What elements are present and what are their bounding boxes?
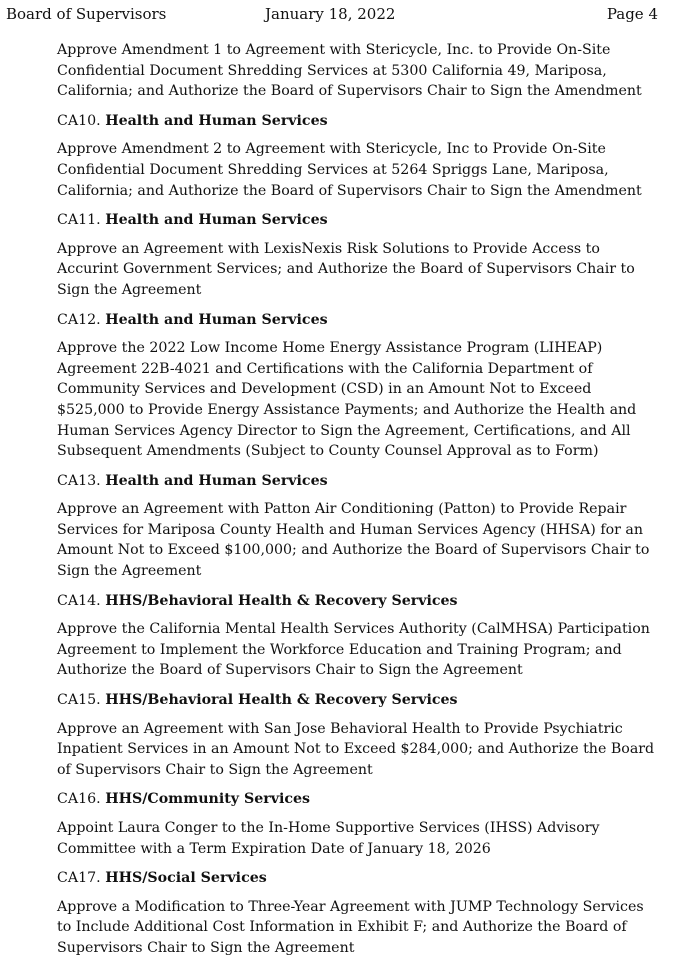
item-description: Approve the California Mental Health Services Authority (CalMHSA) Participation Agreement to Implement the Workforce Education and Training Program; and Authorize the Board of Supervisors Chair to Sign the Agreement [57, 621, 650, 679]
item-number: CA17. [57, 870, 101, 887]
item-department: Health and Human Services [105, 112, 328, 129]
item-description: Approve the 2022 Low Income Home Energy Assistance Program (LIHEAP) Agreement 22B-4021 and Certifications with the California Department of Community Services and Development (CSD) in an Amount Not to Exceed $525,000 to Provide Energy Assistance Payments; and Authorize the Health and Human Services Agency Director to Sign the Agreement, Certifications, and All Subsequent Amendments (Subject to County Counsel Approval as to Form) [57, 340, 637, 460]
header-board-name: Board of Supervisors [6, 5, 167, 23]
agenda-item [57, 789, 657, 859]
item-heading [57, 471, 657, 492]
item-description: Approve an Agreement with LexisNexis Risk Solutions to Provide Access to Accurint Government Services; and Authorize the Board of Supervisors Chair to Sign the Agreement [57, 240, 635, 298]
item-number: CA11. [57, 212, 101, 229]
item-description: Approve Amendment 2 to Agreement with Stericycle, Inc to Provide On-Site Confidential Document Shredding Services at 5264 Spriggs Lane, Mariposa, California; and Authorize the Board of Supervisors Chair to Sign the Amendment [57, 141, 642, 199]
item-heading [57, 690, 657, 711]
header-page-number: Page 4 [606, 5, 658, 23]
item-number: CA10. [57, 112, 101, 129]
item-number: CA14. [57, 592, 101, 609]
item-department: HHS/Behavioral Health & Recovery Services [105, 692, 458, 709]
item-number: CA12. [57, 311, 101, 328]
item-heading [57, 210, 657, 231]
item-heading [57, 868, 657, 889]
item-heading [57, 591, 657, 612]
item-number: CA16. [57, 791, 101, 808]
agenda-item [57, 310, 657, 462]
item-department: Health and Human Services [105, 311, 328, 328]
agenda-item [57, 210, 657, 300]
item-description: Approve a Modification to Three-Year Agreement with JUMP Technology Services to Include Additional Cost Information in Exhibit F; and Authorize the Board of Supervisors Chair to Sign the Agreement [57, 898, 644, 956]
item-department: HHS/Behavioral Health & Recovery Services [105, 592, 458, 609]
agenda-item [57, 591, 657, 681]
agenda-item [57, 471, 657, 582]
item-number: CA15. [57, 692, 101, 709]
item-department: Health and Human Services [105, 212, 328, 229]
item-department: Health and Human Services [105, 472, 328, 489]
item-heading [57, 310, 657, 331]
agenda-item [57, 111, 657, 201]
item-description: Approve an Agreement with San Jose Behavioral Health to Provide Psychiatric Inpatient Services in an Amount Not to Exceed $284,000; and Authorize the Board of Supervisors Chair to Sign the Agreement [57, 720, 655, 778]
item-number: CA13. [57, 472, 101, 489]
page-header [0, 4, 680, 24]
item-department: HHS/Social Services [105, 870, 267, 887]
agenda-item [57, 690, 657, 780]
item-department: HHS/Community Services [105, 791, 310, 808]
item-heading [57, 111, 657, 132]
item-heading [57, 789, 657, 810]
agenda-item [57, 868, 657, 958]
continued-item-description: Approve Amendment 1 to Agreement with Stericycle, Inc. to Provide On-Site Confidential Document Shredding Services at 5300 California 49, Mariposa, California; and Authorize the Board of Supervisors Chair to Sign the Amendment [57, 42, 642, 100]
agenda-content [57, 40, 657, 968]
item-description: Appoint Laura Conger to the In-Home Supportive Services (IHSS) Advisory Committee with a Term Expiration Date of January 18, 2026 [57, 820, 600, 857]
header-date: January 18, 2022 [265, 5, 396, 23]
item-description: Approve an Agreement with Patton Air Conditioning (Patton) to Provide Repair Services for Mariposa County Health and Human Services Agency (HHSA) for an Amount Not to Exceed $100,000; and Authorize the Board of Supervisors Chair to Sign the Agreement [57, 501, 650, 580]
